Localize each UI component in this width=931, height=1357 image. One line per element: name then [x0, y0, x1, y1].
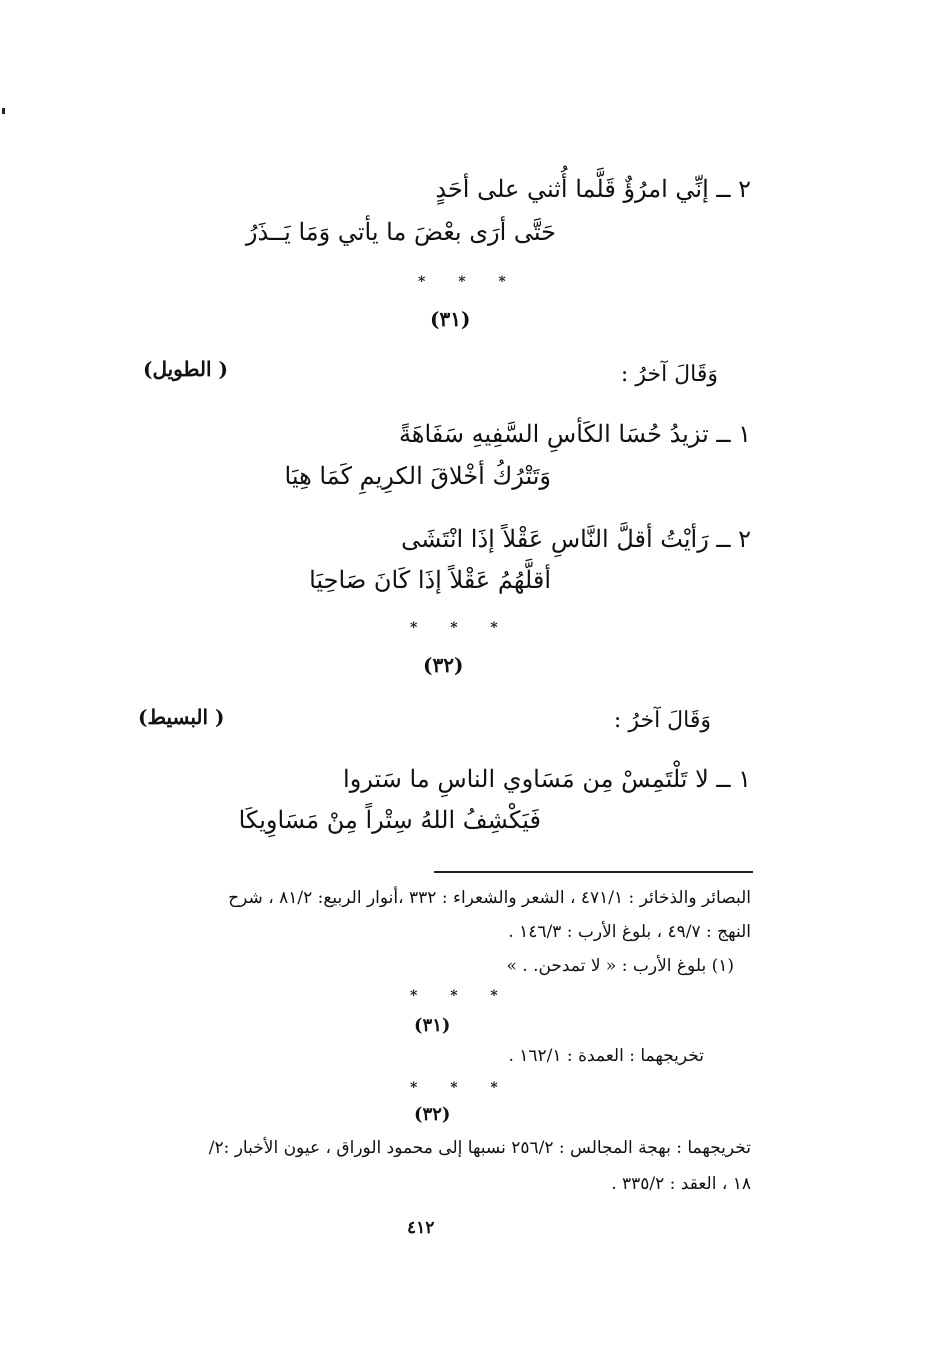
poem30-verse2-first-hemistich: ٢ ــ إنِّي امرُؤٌ قَلَّما أُثني على أحَدٍ [435, 175, 751, 203]
section-separator-stars: * * * [410, 620, 512, 636]
poem31-verse2-first-hemistich: ٢ ــ رَأيْتُ أقلَّ النَّاسِ عَقْلاً إذَا انْتَشَى [401, 525, 751, 553]
footnote-sources-line2: النهج : ٤٩/٧ ، بلوغ الأرب : ١٤٦/٣ . [508, 922, 751, 942]
poem32-number: (٣٢) [423, 653, 464, 677]
footnote-number-32: (٣٢) [414, 1104, 451, 1125]
poem32-intro: وَقَالَ آخرُ : [613, 708, 711, 733]
footnote-takhrij-32-line1: تخريجهما : بهجة المجالس : ٢٥٦/٢ نسبها إلى محمود الوراق ، عيون الأخبار :٢/ [208, 1138, 751, 1158]
footnote-takhrij-32-line2: ١٨ ، العقد : ٣٣٥/٢ . [611, 1174, 751, 1194]
poem31-verse1-second-hemistich: وَتَتْرُكُ أخْلاقَ الكرِيمِ كَمَا هِيَا [284, 462, 551, 490]
poem31-verse2-second-hemistich: أقلَّهُمُ عَقْلاً إذَا كَانَ صَاحِيَا [309, 566, 551, 594]
page-number: ٤١٢ [407, 1218, 435, 1238]
poem31-meter: ( الطويل) [143, 357, 228, 381]
footnote-variant: (١) بلوغ الأرب : « لا تمدحن. . » [506, 956, 734, 976]
scan-edge-mark [2, 108, 5, 114]
footnote-number-31: (٣١) [414, 1015, 451, 1036]
footnote-separator-rule [434, 871, 753, 873]
poem31-verse1-first-hemistich: ١ ــ تزيدُ حُسَا الكَأسِ السَّفِيهِ سَفَاهَةً [398, 420, 751, 448]
poem31-number: (٣١) [430, 307, 471, 331]
poem30-verse2-second-hemistich: حَتَّى أرَى بعْضَ ما يأتي وَمَا يَــذَرُ [245, 218, 556, 246]
footnote-sources-line1: البصائر والذخائر : ٤٧١/١ ، الشعر والشعراء : ٣٣٢ ،أنوار الربيع: ٨١/٢ ، شرح [228, 888, 751, 908]
footnote-takhrij-31: تخريجهما : العمدة : ١٦٢/١ . [508, 1046, 704, 1066]
footnote-separator-stars: * * * [410, 988, 512, 1004]
footnote-separator-stars: * * * [410, 1080, 512, 1096]
section-separator-stars: * * * [418, 274, 520, 290]
poem32-verse1-first-hemistich: ١ ــ لا تَلْتَمِسْ مِن مَسَاوي الناسِ ما سَتروا [343, 765, 751, 793]
poem31-intro: وَقَالَ آخرُ : [620, 362, 718, 387]
poem32-meter: ( البسيط) [138, 705, 225, 729]
poem32-verse1-second-hemistich: فَيَكْشِفُ اللهُ سِتْراً مِنْ مَسَاوِيكَا [238, 806, 541, 834]
